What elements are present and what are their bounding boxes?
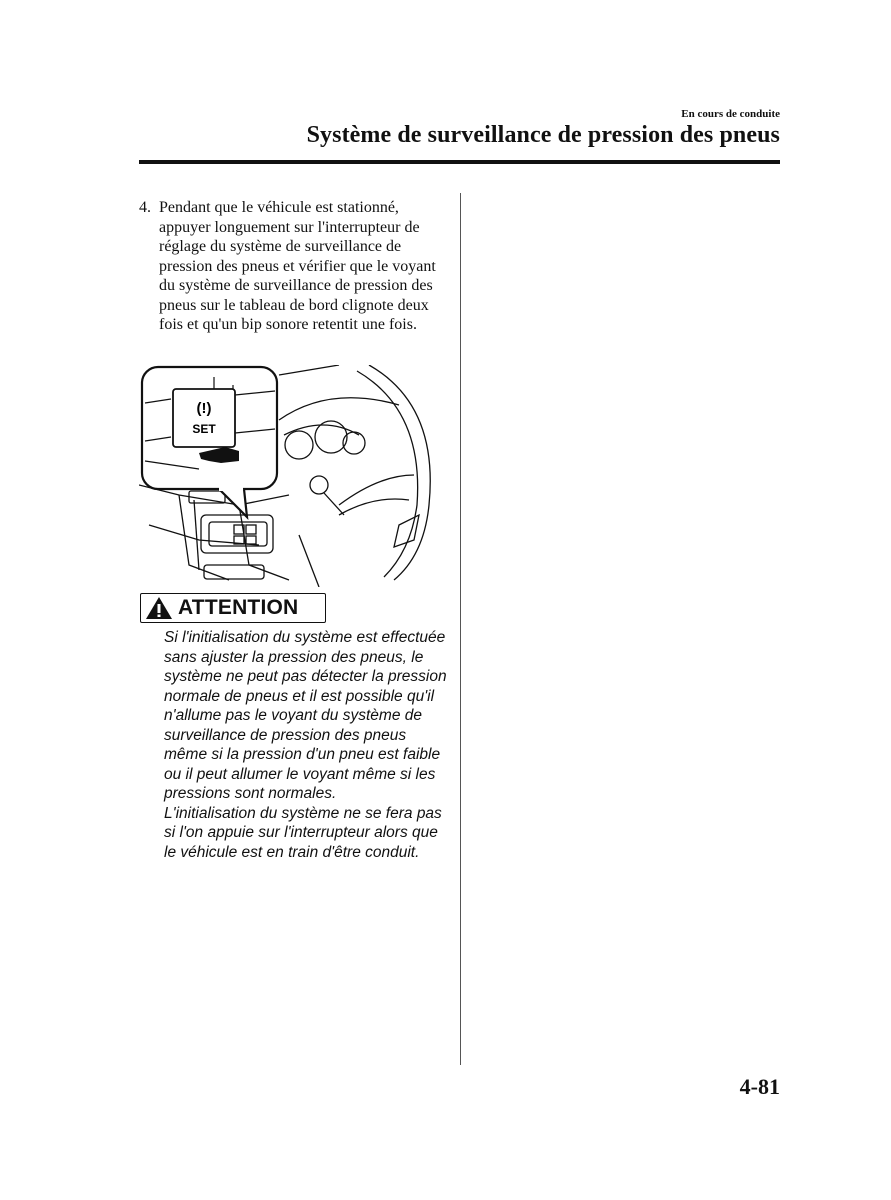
dashboard-illustration [139,365,439,587]
step-text: Pendant que le véhicule est stationné, appuyer longuement sur l'interrupteur de réglage du système de surveillance de pression des pneus et vérifier que le voyant du système de surveillance de pression des pneus sur le tableau de bord clignote deux fois et qu'un bip sonore retentit une fois. [159,199,436,333]
page-title: Système de surveillance de pression des pneus [306,122,780,148]
attention-banner [140,593,326,623]
column-divider [460,193,461,1065]
attention-label: ATTENTION [178,596,299,619]
warning-paragraph-2: L'initialisation du système ne se fera pas si l'on appuie sur l'interrupteur alors que le véhicule est en train d'être conduit. [164,804,442,861]
page-number: 4-81 [739,1074,780,1099]
step-number: 4. [139,199,151,216]
tpms-symbol: (!) [196,400,212,417]
header-rule [139,160,780,164]
step-4 [139,198,439,335]
set-button-label: SET [192,422,216,436]
warning-icon [144,595,174,621]
warning-text [164,628,449,862]
warning-paragraph-1: Si l'initialisation du système est effectuée sans ajuster la pression des pneus, le système ne peut pas détecter la pression normale de pneus et il est possible qu'il n'allume pas le voyant du système de surveillance de pression des pneus même si la pression d'un pneu est faible ou il peut allumer le voyant même si les pressions sont normales. [164,629,447,802]
section-label: En cours de conduite [681,108,780,120]
